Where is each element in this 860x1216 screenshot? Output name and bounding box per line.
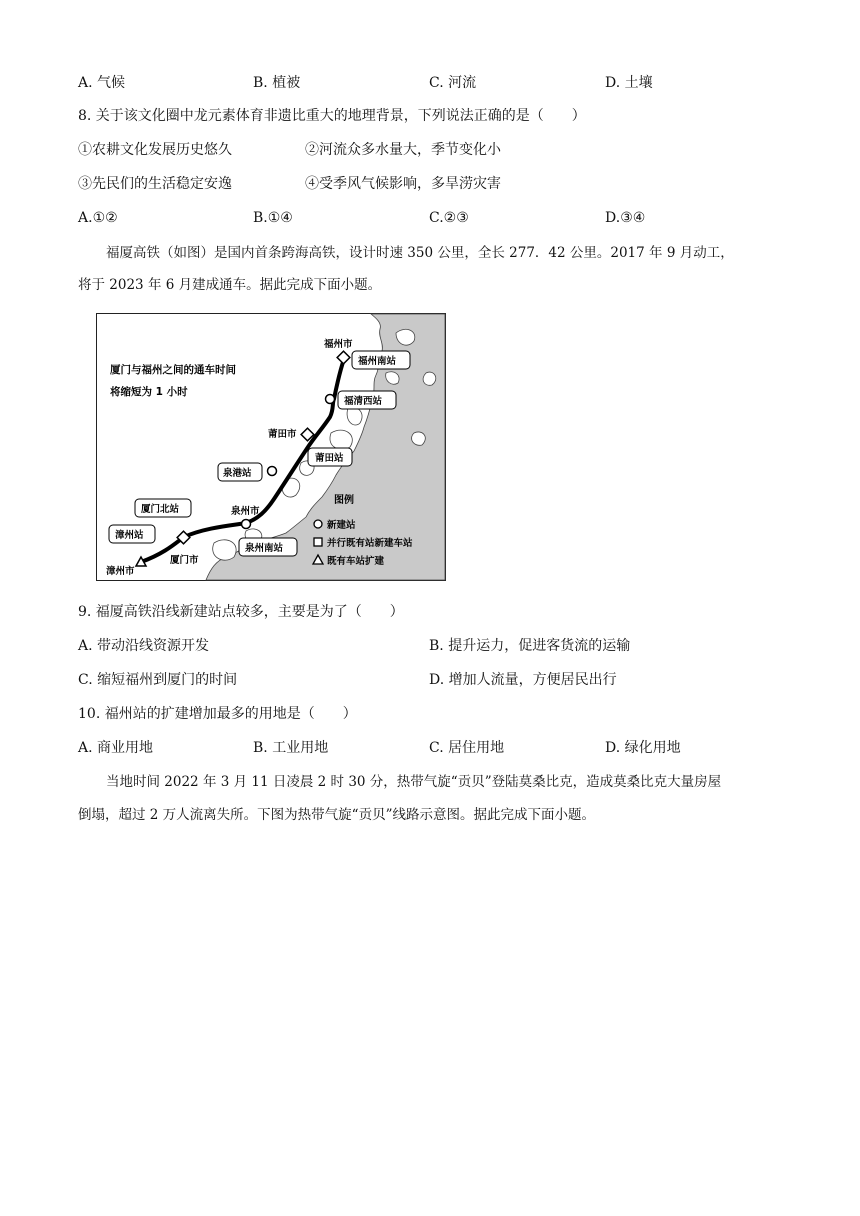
label-city-zhangzhou: 漳州市 [106, 566, 135, 577]
q10-option-a: A. 商业用地 [78, 740, 154, 756]
q8-option-a: A.①② [78, 210, 118, 226]
quanzhou-south-station-marker [242, 520, 251, 529]
q9-option-c: C. 缩短福州到厦门的时间 [78, 672, 238, 688]
label-zhangzhou-station: 漳州站 [115, 530, 144, 541]
label-quangang-station: 泉港站 [223, 468, 252, 479]
legend-new-label: 新建站 [327, 520, 356, 531]
q9-option-d: D. 增加人流量，方便居民出行 [429, 672, 617, 688]
q8-statement-2: ②河流众多水量大，季节变化小 [305, 142, 501, 158]
legend-parallel-label: 并行既有站新建车站 [327, 538, 413, 549]
label-fuqing-west: 福清西站 [344, 396, 383, 407]
railway-map [96, 313, 446, 581]
label-city-xiamen: 厦门市 [170, 555, 199, 566]
label-city-quanzhou: 泉州市 [231, 506, 260, 517]
q10-option-c: C. 居住用地 [429, 740, 505, 756]
q8-statement-3: ③先民们的生活稳定安逸 [78, 176, 232, 192]
q7-option-d: D. 土壤 [605, 75, 653, 91]
label-putian-station: 莆田站 [315, 453, 344, 464]
q10-option-b: B. 工业用地 [253, 740, 329, 756]
q8-stem: 8. 关于该文化圈中龙元素体育非遗比重大的地理背景，下列说法正确的是（ ） [78, 108, 586, 124]
quangang-station-marker [268, 467, 277, 476]
label-fuzhou-south: 福州南站 [358, 356, 397, 367]
label-city-putian: 莆田市 [268, 429, 297, 440]
label-city-fuzhou: 福州市 [324, 339, 353, 350]
passage2-line2: 倒塌，超过 2 万人流离失所。下图为热带气旋“贡贝”线路示意图。据此完成下面小题。 [78, 807, 595, 823]
map-note-line2: 将缩短为 1 小时 [110, 386, 188, 398]
map-note-line1: 厦门与福州之间的通车时间 [110, 364, 236, 376]
q7-option-a: A. 气候 [78, 75, 126, 91]
q9-option-b: B. 提升运力，促进客货流的运输 [429, 638, 631, 654]
passage1-line2: 将于 2023 年 6 月建成通车。据此完成下面小题。 [78, 277, 382, 293]
q9-option-a: A. 带动沿线资源开发 [78, 638, 210, 654]
q8-statement-1: ①农耕文化发展历史悠久 [78, 142, 232, 158]
q10-stem: 10. 福州站的扩建增加最多的用地是（ ） [78, 706, 357, 722]
fuqing-west-station-marker [326, 395, 335, 404]
passage2-line1: 当地时间 2022 年 3 月 11 日凌晨 2 时 30 分，热带气旋“贡贝”登陆莫桑比克，造成莫桑比克大量房屋 [106, 774, 722, 790]
q9-stem: 9. 福厦高铁沿线新建站点较多，主要是为了（ ） [78, 604, 404, 620]
legend-title: 图例 [334, 495, 354, 506]
label-quanzhou-south: 泉州南站 [245, 543, 284, 554]
q7-option-c: C. 河流 [429, 75, 477, 91]
q8-option-c: C.②③ [429, 210, 469, 226]
q8-option-d: D.③④ [605, 210, 646, 226]
q8-statement-4: ④受季风气候影响，多旱涝灾害 [305, 176, 501, 192]
q8-option-b: B.①④ [253, 210, 293, 226]
legend-parallel-icon [314, 538, 322, 546]
legend-expand-label: 既有车站扩建 [327, 556, 385, 567]
legend-new-icon [314, 520, 322, 528]
q7-option-b: B. 植被 [253, 75, 301, 91]
passage1-line1: 福厦高铁（如图）是国内首条跨海高铁，设计时速 350 公里，全长 277．42 公里。2017 年 9 月动工， [106, 245, 734, 261]
label-xiamen-north: 厦门北站 [141, 504, 180, 515]
q10-option-d: D. 绿化用地 [605, 740, 681, 756]
